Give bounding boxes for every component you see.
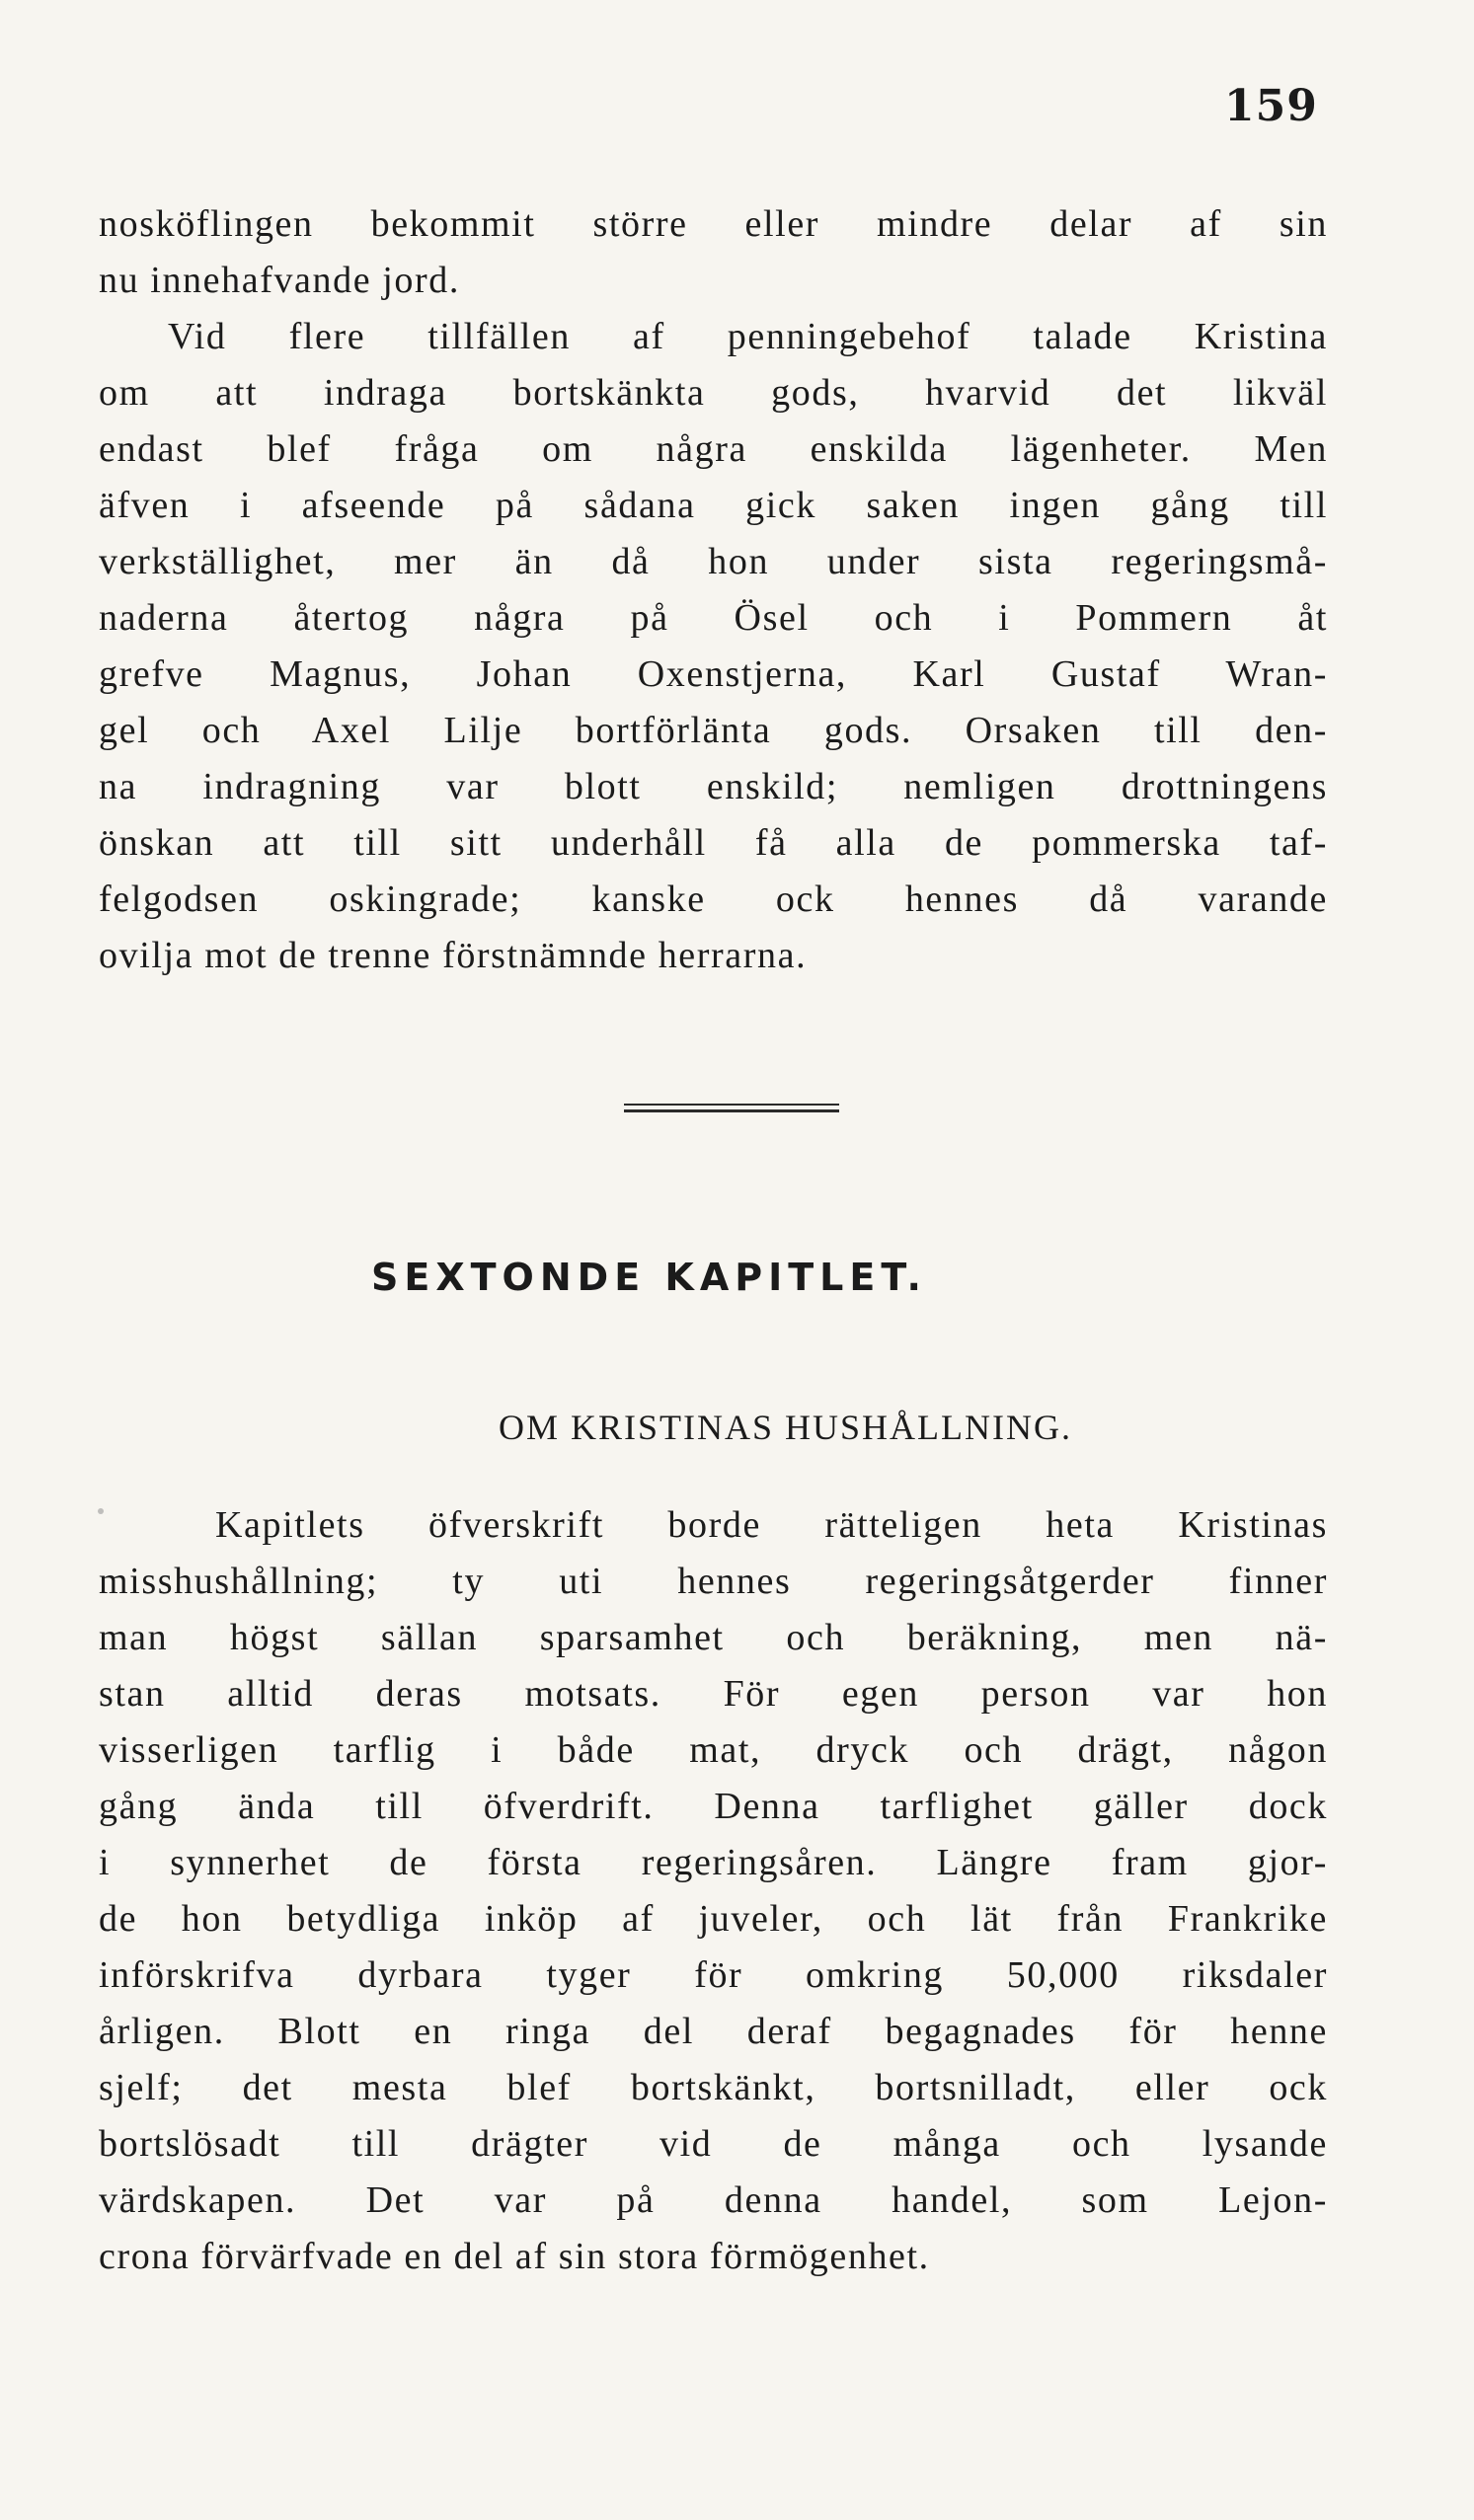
chapter-divider xyxy=(624,1109,839,1112)
text-line: endast blef fråga om några enskilda lägenheter. Men xyxy=(99,428,1328,470)
text-line: nu innehafvande jord. xyxy=(99,260,460,301)
text-line: sjelf; det mesta blef bortskänkt, bortsnilladt, eller ock xyxy=(99,2067,1328,2108)
text-line: värdskapen. Det var på denna handel, som Lejon- xyxy=(99,2179,1328,2221)
text-line: införskrifva dyrbara tyger för omkring 50,000 riksdaler xyxy=(99,1954,1328,1996)
text-line: man högst sällan sparsamhet och beräkning, men nä- xyxy=(99,1617,1328,1658)
text-line: i synnerhet de första regeringsåren. Längre fram gjor- xyxy=(99,1842,1328,1883)
text-line: gång ända till öfverdrift. Denna tarflighet gäller dock xyxy=(99,1786,1328,1827)
page-number: 159 xyxy=(1224,81,1318,131)
chapter-divider xyxy=(624,1104,839,1106)
chapter-heading: SEXTONDE KAPITLET. xyxy=(371,1256,927,1299)
text-line: årligen. Blott en ringa del deraf begagnades för henne xyxy=(99,2011,1328,2052)
text-line: felgodsen oskingrade; kanske ock hennes då varande xyxy=(99,878,1328,920)
text-line: bortslösadt till drägter vid de många och lysande xyxy=(99,2123,1328,2165)
text-line: Kapitlets öfverskrift borde rätteligen heta Kristinas xyxy=(215,1504,1328,1546)
text-line: Vid flere tillfällen af penningebehof talade Kristina xyxy=(168,316,1328,357)
text-line: verkställighet, mer än då hon under sista regeringsmå- xyxy=(99,541,1328,582)
ink-smudge xyxy=(98,1508,104,1514)
text-line: visserligen tarflig i både mat, dryck och drägt, någon xyxy=(99,1729,1328,1771)
text-line: ovilja mot de trenne förstnämnde herrarna. xyxy=(99,935,808,976)
text-line: stan alltid deras motsats. För egen person var hon xyxy=(99,1673,1328,1715)
text-line: naderna återtog några på Ösel och i Pommern åt xyxy=(99,597,1328,639)
text-line: om att indraga bortskänkta gods, hvarvid det likväl xyxy=(99,372,1328,414)
text-line: nosköflingen bekommit större eller mindre delar af sin xyxy=(99,203,1328,245)
text-line: önskan att till sitt underhåll få alla de pommerska taf- xyxy=(99,822,1328,864)
text-line: gel och Axel Lilje bortförlänta gods. Orsaken till den- xyxy=(99,710,1328,751)
text-line: äfven i afseende på sådana gick saken ingen gång till xyxy=(99,485,1328,526)
text-line: de hon betydliga inköp af juveler, och lät från Frankrike xyxy=(99,1898,1328,1940)
text-line: crona förvärfvade en del af sin stora förmögenhet. xyxy=(99,2236,930,2277)
text-line: grefve Magnus, Johan Oxenstjerna, Karl Gustaf Wran- xyxy=(99,653,1328,695)
text-line: misshushållning; ty uti hennes regeringsåtgerder finner xyxy=(99,1561,1328,1602)
section-heading: OM KRISTINAS HUSHÅLLNING. xyxy=(499,1408,1072,1447)
text-line: na indragning var blott enskild; nemligen drottningens xyxy=(99,766,1328,807)
